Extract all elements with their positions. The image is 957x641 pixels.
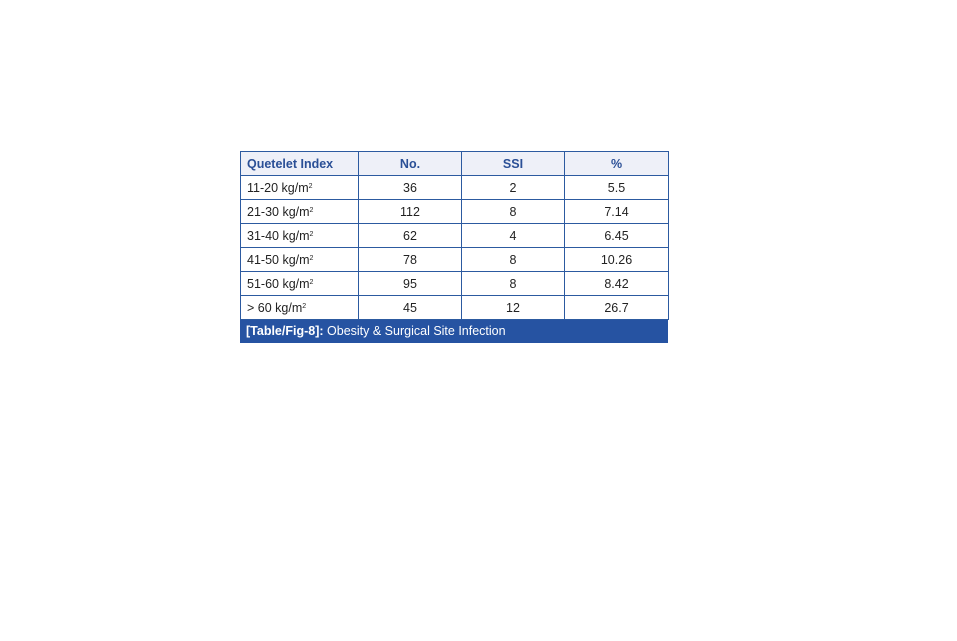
table-row: [241, 248, 669, 272]
cell-no: 95: [359, 272, 462, 296]
cell-range: 21-30 $kg/m^2$: [241, 200, 359, 224]
caption-text: Obesity & Surgical Site Infection: [323, 324, 506, 338]
header-quetelet-index: Quetelet Index: [241, 152, 359, 176]
cell-ssi: 12: [462, 296, 565, 320]
caption-label: [Table/Fig-8]:: [246, 324, 324, 338]
table-caption: [240, 320, 668, 343]
header-ssi: SSI: [462, 152, 565, 176]
cell-percent: 6.45: [565, 224, 669, 248]
cell-no: 36: [359, 176, 462, 200]
cell-range: > 60 $kg/m^2$: [241, 296, 359, 320]
cell-no: 45: [359, 296, 462, 320]
cell-range: 51-60 $kg/m^2$: [241, 272, 359, 296]
cell-percent: 26.7: [565, 296, 669, 320]
cell-range: 11-20 $kg/m^2$: [241, 176, 359, 200]
cell-ssi: 8: [462, 248, 565, 272]
table-header-row: [241, 152, 669, 176]
cell-percent: 5.5: [565, 176, 669, 200]
cell-no: 62: [359, 224, 462, 248]
table-row: [241, 272, 669, 296]
cell-ssi: 4: [462, 224, 565, 248]
cell-percent: 7.14: [565, 200, 669, 224]
data-table: [240, 151, 669, 320]
header-percent: %: [565, 152, 669, 176]
table-row: [241, 296, 669, 320]
header-no: No.: [359, 152, 462, 176]
cell-range: 31-40 $kg/m^2$: [241, 224, 359, 248]
cell-ssi: 8: [462, 272, 565, 296]
cell-no: 112: [359, 200, 462, 224]
table-row: [241, 224, 669, 248]
table-figure: [240, 151, 668, 343]
cell-ssi: 2: [462, 176, 565, 200]
cell-ssi: 8: [462, 200, 565, 224]
table-row: [241, 176, 669, 200]
table-row: [241, 200, 669, 224]
cell-no: 78: [359, 248, 462, 272]
cell-range: 41-50 $kg/m^2$: [241, 248, 359, 272]
cell-percent: 10.26: [565, 248, 669, 272]
cell-percent: 8.42: [565, 272, 669, 296]
